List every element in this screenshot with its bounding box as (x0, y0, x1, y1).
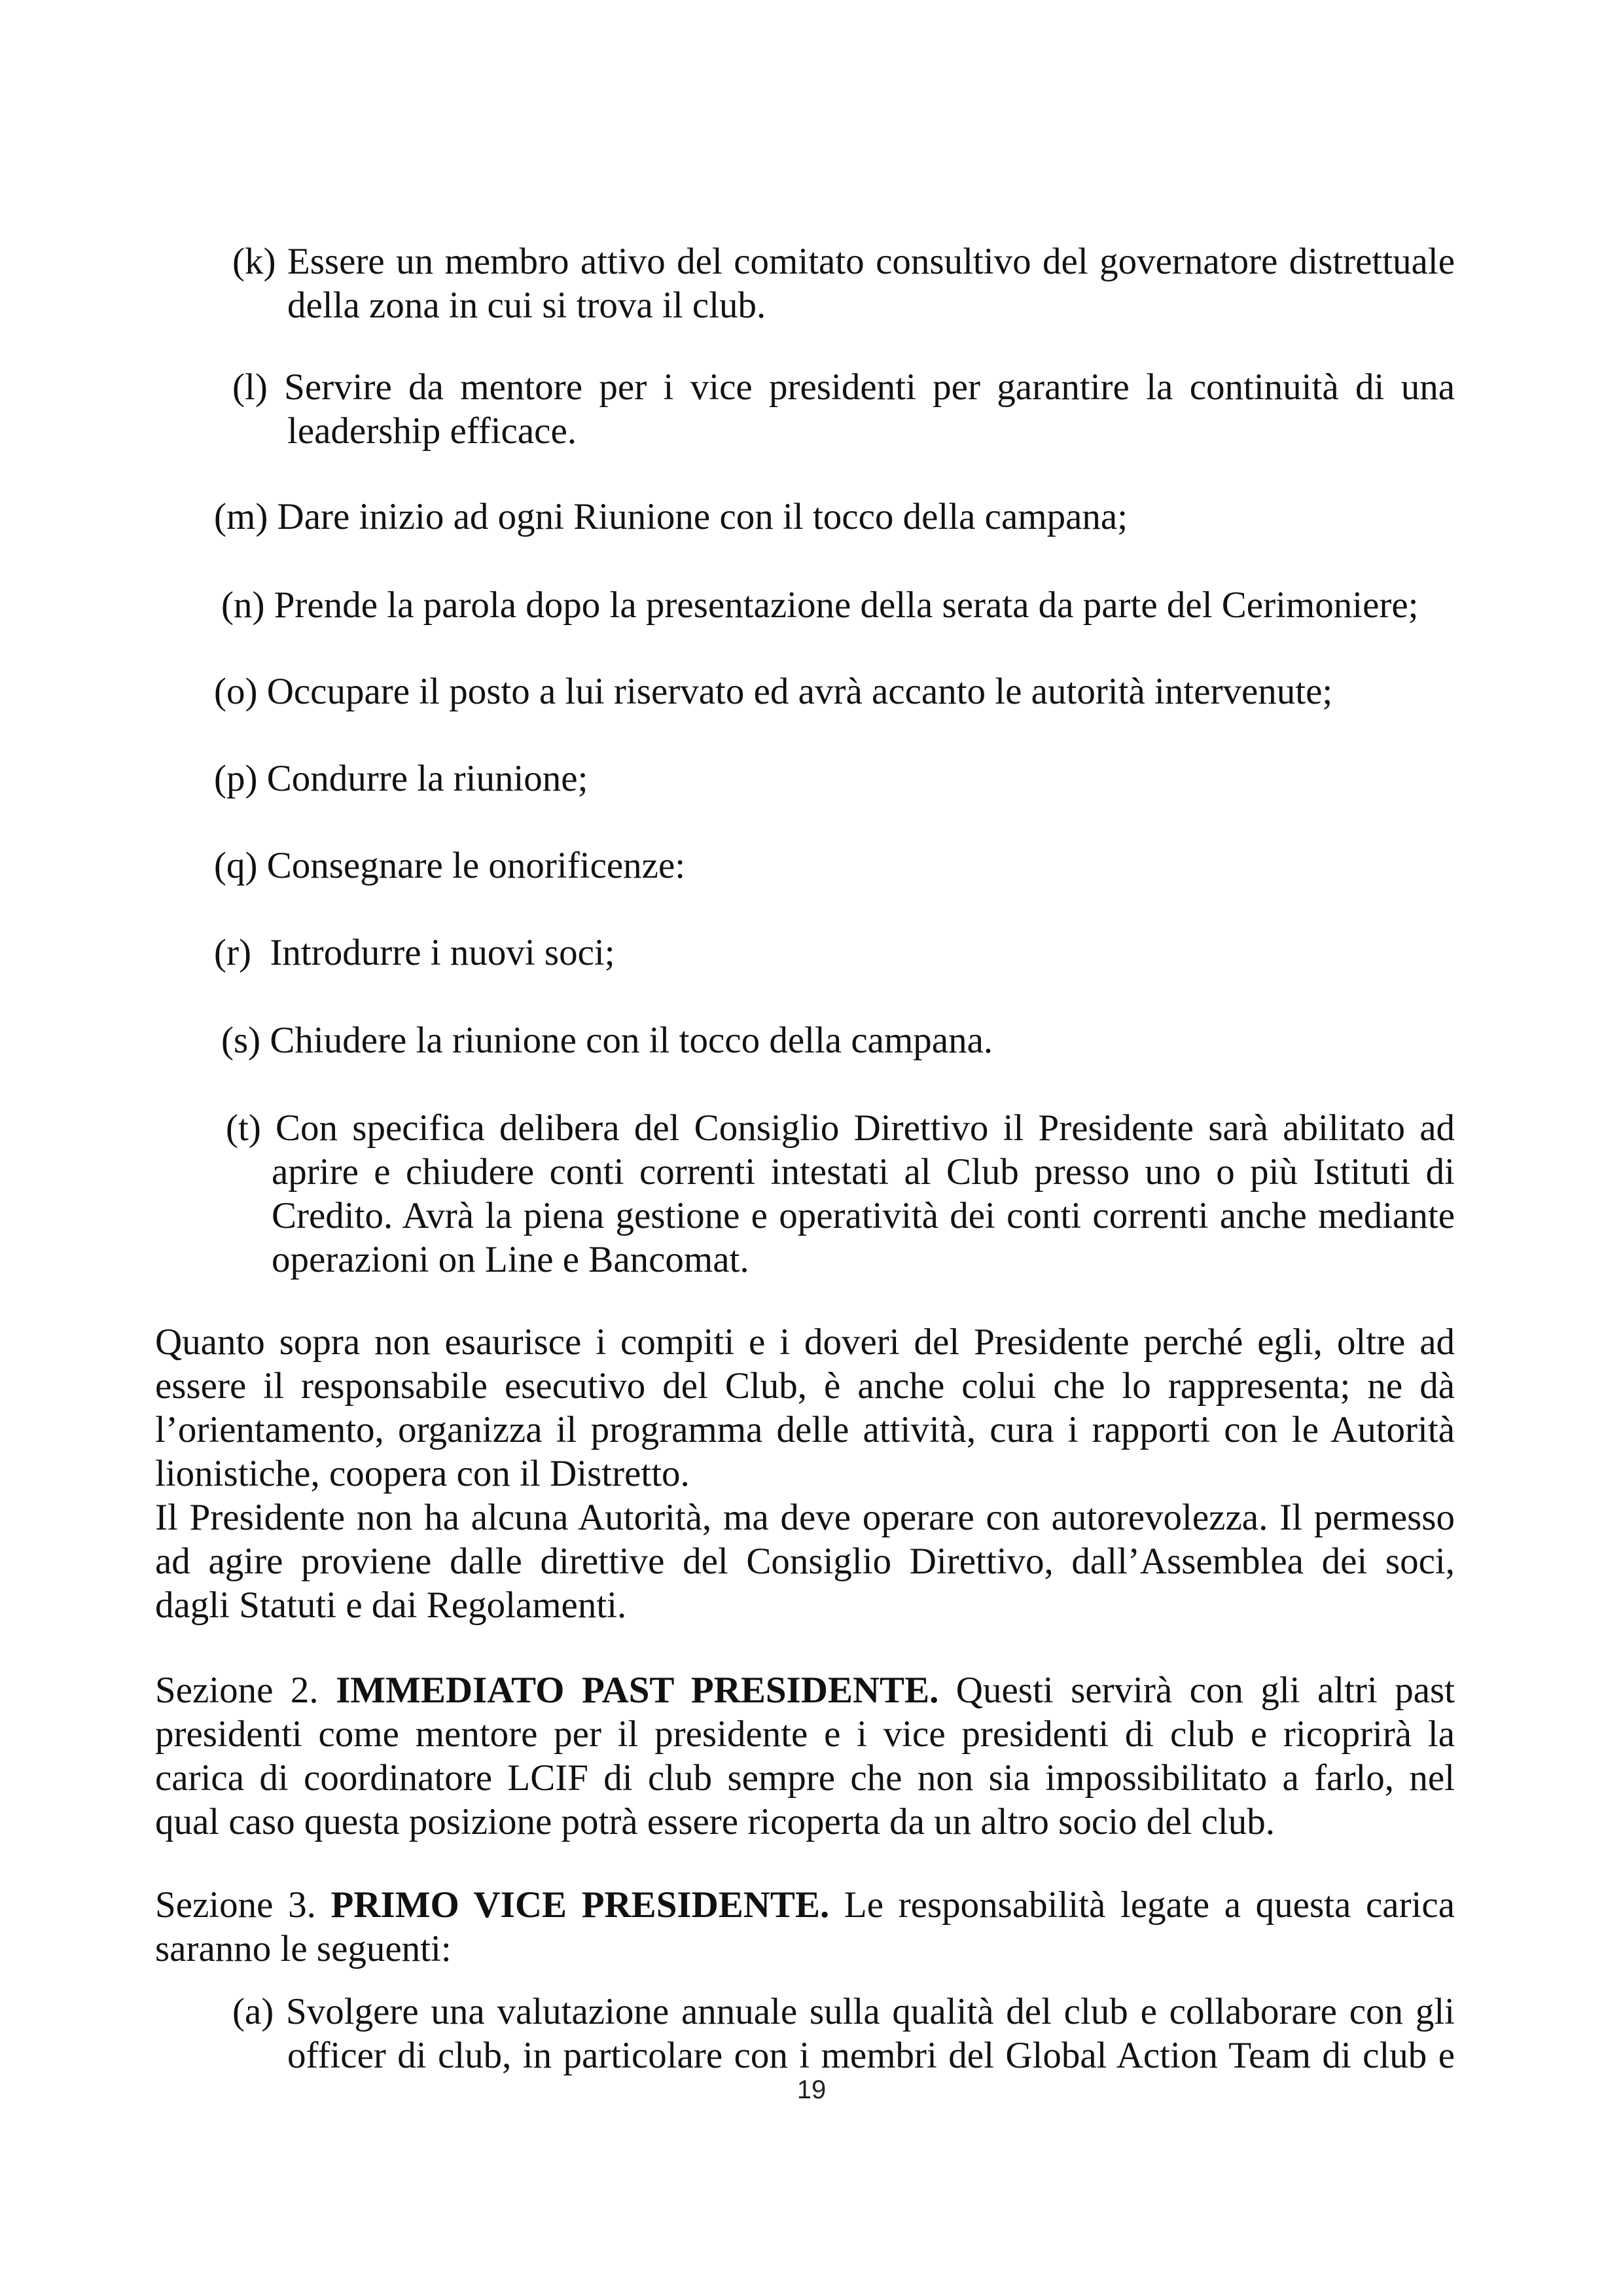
section-2-line-2: presidenti come mentore per il presidente e i vice presidenti di club e ricoprirà la (155, 1713, 1455, 1755)
item-p (214, 757, 588, 800)
section-3-item-a (232, 1990, 1455, 2077)
paragraph-line-4: lionistiche, coopera con il Distretto. (155, 1453, 690, 1494)
section-2-line-3: carica di coordinatore LCIF di club sempre che non sia impossibilitato a farlo, nel (155, 1757, 1455, 1799)
item-n-text: (n) Prende la parola dopo la presentazione della serata da parte del Cerimoniere; (221, 584, 1419, 626)
item-t-line-2: aprire e chiudere conti correnti intestati al Club presso uno o più Istituti di (272, 1151, 1455, 1193)
item-t-line-4: operazioni on Line e Bancomat. (272, 1239, 749, 1280)
item-r (214, 931, 615, 975)
item-r-text: (r) Introdurre i nuovi soci; (214, 932, 615, 973)
item-s-text: (s) Chiudere la riunione con il tocco della campana. (221, 1020, 993, 1061)
item-o-text: (o) Occupare il posto a lui riservato ed avrà accanto le autorità intervenute; (214, 671, 1333, 712)
paragraph-line-1: Quanto sopra non esaurisce i compiti e i doveri del Presidente perché egli, oltre ad (155, 1321, 1455, 1363)
paragraph-line-6: ad agire proviene dalle direttive del Consiglio Direttivo, dall’Assemblea dei soci, (155, 1541, 1455, 1582)
item-l-line-1: (l) Servire da mentore per i vice presidenti per garantire la continuità di una (232, 367, 1455, 408)
item-l-line-2: leadership efficace. (287, 410, 577, 452)
paragraph-line-2: essere il responsabile esecutivo del Club, è anche colui che lo rappresenta; ne dà (155, 1365, 1455, 1407)
paragraph-president-duties (155, 1320, 1455, 1627)
item-q (214, 844, 685, 888)
item-k-line-1: (k) Essere un membro attivo del comitato consultivo del governatore distrettuale (232, 241, 1455, 282)
section-2-line-1-rest: Questi servirà con gli altri past (938, 1670, 1455, 1711)
section-2-heading: IMMEDIATO PAST PRESIDENTE. (336, 1670, 939, 1711)
paragraph-line-5: Il Presidente non ha alcuna Autorità, ma deve operare con autorevolezza. Il permesso (155, 1497, 1455, 1538)
item-a-line-2: officer di club, in particolare con i membri del Global Action Team di club e (287, 2035, 1455, 2076)
item-s (221, 1018, 993, 1062)
section-2 (155, 1668, 1455, 1844)
paragraph-line-3: l’orientamento, organizza il programma delle attività, cura i rapporti con le Autorità (155, 1409, 1455, 1450)
item-k (232, 240, 1455, 327)
section-3-line-1-rest: Le responsabilità legate a questa carica (829, 1884, 1455, 1926)
section-2-line-1 (155, 1668, 1455, 1712)
section-3 (155, 1883, 1455, 1971)
item-k-line-2: della zona in cui si trova il club. (287, 285, 766, 326)
item-t (226, 1106, 1455, 1282)
item-n (221, 583, 1419, 627)
item-p-text: (p) Condurre la riunione; (214, 758, 588, 799)
section-3-prefix: Sezione 3. (155, 1884, 331, 1926)
section-3-heading: PRIMO VICE PRESIDENTE. (330, 1884, 830, 1926)
section-2-prefix: Sezione 2. (155, 1670, 336, 1711)
item-m-text: (m) Dare inizio ad ogni Riunione con il tocco della campana; (214, 496, 1128, 537)
section-3-line-2: saranno le seguenti: (155, 1928, 452, 1969)
item-t-line-1: (t) Con specifica delibera del Consiglio Direttivo il Presidente sarà abilitato ad (226, 1107, 1455, 1149)
item-l (232, 365, 1455, 453)
section-3-line-1 (155, 1883, 1455, 1927)
item-q-text: (q) Consegnare le onorificenze: (214, 845, 686, 886)
item-o (214, 670, 1332, 713)
item-m (214, 495, 1128, 539)
item-t-line-3: Credito. Avrà la piena gestione e operatività dei conti correnti anche mediante (272, 1195, 1455, 1236)
section-2-line-4: qual caso questa posizione potrà essere ricoperta da un altro socio del club. (155, 1801, 1275, 1842)
item-a-line-1: (a) Svolgere una valutazione annuale sulla qualità del club e collaborare con gli (232, 1991, 1455, 2032)
page-number: 19 (796, 2075, 827, 2104)
paragraph-line-7: dagli Statuti e dai Regolamenti. (155, 1585, 627, 1626)
